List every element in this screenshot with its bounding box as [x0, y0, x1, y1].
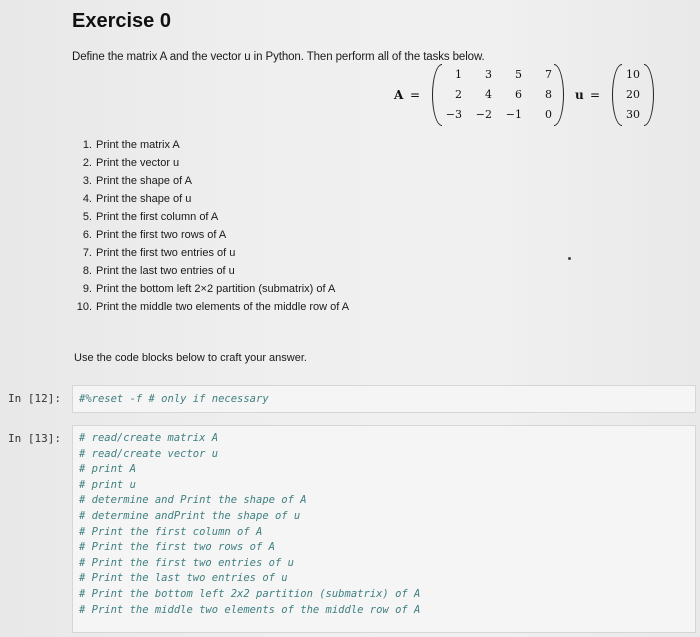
vector-entry: 20: [626, 88, 640, 101]
code-comment: # read/create matrix A: [79, 432, 219, 444]
task-number: 1.: [82, 139, 92, 151]
task-item: [76, 208, 349, 226]
cell-12-input[interactable]: [72, 385, 696, 413]
matrix-a-entries: [438, 65, 558, 125]
task-text: Print the shape of A: [96, 175, 193, 187]
task-text: Print the shape of u: [96, 193, 192, 205]
task-item: [76, 226, 349, 244]
code-comment: # Print the first two rows of A: [79, 541, 275, 554]
task-text: Print the last two entries of u: [96, 265, 235, 277]
code-comment: # read/create vector u: [79, 447, 219, 460]
task-item: [76, 280, 349, 298]
task-number: 7.: [82, 247, 92, 259]
stray-dot: [568, 257, 571, 260]
task-number: 6.: [82, 229, 92, 241]
code-comment: # Print the first column of A: [79, 525, 263, 538]
code-comment: # print u: [79, 478, 136, 491]
instructions-text: Use the code blocks below to craft your answer.: [74, 352, 307, 364]
task-list: [76, 136, 349, 316]
task-number: 2.: [82, 157, 92, 169]
exercise-intro: Define the matrix A and the vector u in Python. Then perform all of the tasks below.: [72, 51, 485, 63]
task-text: Print the first two entries of u: [96, 247, 236, 259]
matrix-equals-sign: =: [410, 88, 421, 102]
task-item: [76, 244, 349, 262]
code-comment: # Print the first two entries of u: [79, 556, 294, 569]
task-text: Print the first two rows of A: [96, 229, 227, 241]
task-item: [76, 262, 349, 280]
task-item: [76, 154, 349, 172]
task-number: 5.: [82, 211, 92, 223]
matrix-entry: −1: [505, 108, 522, 121]
matrix-entry: 5: [515, 68, 522, 81]
matrix-entry: 1: [455, 68, 462, 81]
task-item: [76, 298, 349, 316]
task-number: 4.: [82, 193, 92, 205]
code-comment: # determine andPrint the shape of u: [79, 509, 301, 522]
code-comment: # print A: [79, 463, 136, 476]
matrix-entry: 8: [545, 88, 552, 101]
matrix-entry: 4: [485, 88, 492, 101]
matrix-right-paren: [554, 64, 564, 126]
code-comment: #%reset -f # only if necessary: [79, 393, 269, 405]
exercise-title: Exercise 0: [72, 10, 171, 32]
task-text: Print the middle two elements of the middle row of A: [96, 301, 350, 313]
task-text: Print the bottom left 2×2 partition (submatrix) of A: [96, 283, 336, 295]
task-text: Print the vector u: [96, 157, 180, 169]
vector-entry: 10: [626, 68, 640, 81]
matrix-entry: 7: [545, 68, 552, 81]
code-comment: # determine and Print the shape of A: [79, 494, 307, 507]
cell-12-prompt: In [12]:: [8, 392, 61, 405]
task-number: 3.: [82, 175, 92, 187]
task-text: Print the first column of A: [96, 211, 219, 223]
matrix-a: [432, 64, 564, 128]
cell-13-input[interactable]: [72, 425, 696, 633]
vector-equals-sign: =: [590, 88, 601, 102]
matrix-entry: −2: [475, 108, 492, 121]
matrix-entry: 2: [455, 88, 462, 101]
task-item: [76, 190, 349, 208]
task-number: 8.: [82, 265, 92, 277]
vector-entry: 30: [626, 108, 640, 121]
matrix-a-label: A: [394, 88, 404, 102]
matrix-entry: 0: [545, 108, 552, 121]
task-text: Print the matrix A: [96, 139, 180, 151]
code-comment: # Print the last two entries of u: [79, 572, 288, 585]
vector-u: [612, 64, 654, 128]
vector-right-paren: [644, 64, 654, 126]
code-comment: # Print the middle two elements of the middle row of A: [79, 603, 421, 616]
matrix-entry: 6: [515, 88, 522, 101]
matrix-entry: −3: [445, 108, 462, 121]
task-number: 10.: [76, 301, 92, 313]
code-comment: # Print the bottom left 2x2 partition (submatrix) of A: [79, 587, 421, 600]
task-item: [76, 172, 349, 190]
cell-13-prompt: In [13]:: [8, 432, 61, 445]
task-number: 9.: [82, 283, 92, 295]
task-item: [76, 136, 349, 154]
matrix-entry: 3: [485, 68, 492, 81]
vector-u-label: u: [575, 88, 584, 102]
